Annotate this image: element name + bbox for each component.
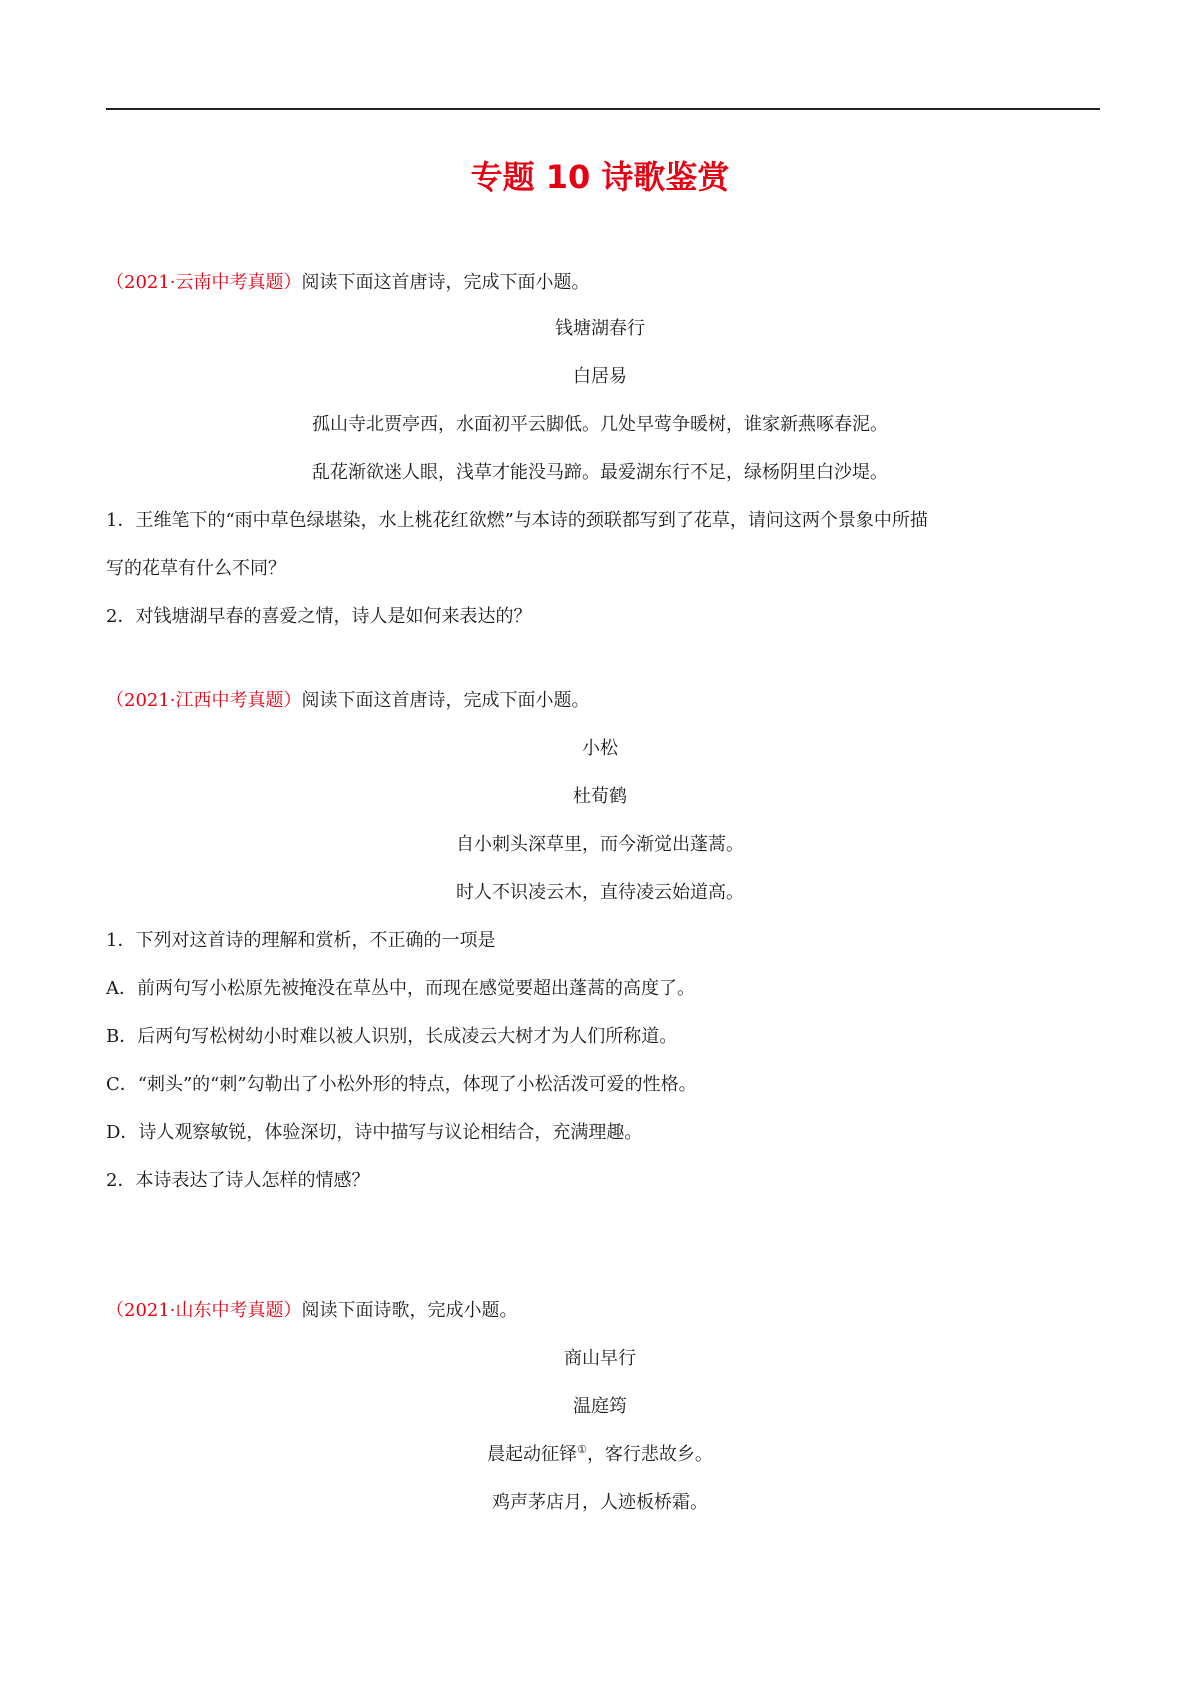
option-b: B．后两句写松树幼小时难以被人识别，长成凌云大树才为人们所称道。 bbox=[106, 1026, 678, 1047]
section-1-intro bbox=[106, 270, 1100, 296]
poem-line: 自小刺头深草里，而今渐觉出蓬蒿。 bbox=[456, 834, 744, 855]
source-label: （2021·云南中考真题） bbox=[106, 272, 302, 293]
source-label: （2021·江西中考真题） bbox=[106, 690, 302, 711]
poem-line: 时人不识凌云木，直待凌云始道高。 bbox=[456, 882, 744, 903]
poem-title: 钱塘湖春行 bbox=[555, 318, 645, 339]
poem-line-part: ，客行悲故乡。 bbox=[586, 1444, 713, 1465]
option-d: D．诗人观察敏锐，体验深切，诗中描写与议论相结合，充满理趣。 bbox=[106, 1122, 643, 1143]
source-label: （2021·山东中考真题） bbox=[106, 1300, 302, 1321]
poem-title: 小松 bbox=[582, 738, 618, 759]
poem-author: 白居易 bbox=[573, 366, 627, 387]
option-a: A．前两句写小松原先被掩没在草丛中，而现在感觉要超出蓬蒿的高度了。 bbox=[106, 978, 695, 999]
question-line: 2．本诗表达了诗人怎样的情感？ bbox=[106, 1170, 370, 1191]
poem-author: 杜荀鹤 bbox=[573, 786, 627, 807]
poem-title: 商山早行 bbox=[564, 1348, 636, 1369]
footnote-marker: ① bbox=[577, 1443, 587, 1456]
option-c: C．“刺头”的“刺”勾勒出了小松外形的特点，体现了小松活泼可爱的性格。 bbox=[106, 1074, 697, 1095]
poem-author: 温庭筠 bbox=[573, 1396, 627, 1417]
page-title: 专题 10 诗歌鉴赏 bbox=[470, 158, 730, 196]
question-line: 1．下列对这首诗的理解和赏析，不正确的一项是 bbox=[106, 930, 496, 951]
question-line: 1．王维笔下的“雨中草色绿堪染，水上桃花红欲燃”与本诗的颈联都写到了花草，请问这两个景象中所描 bbox=[106, 510, 928, 531]
poem-line bbox=[0, 1442, 1200, 1468]
question-line: 写的花草有什么不同？ bbox=[106, 558, 286, 579]
intro-text: 阅读下面这首唐诗，完成下面小题。 bbox=[301, 272, 590, 293]
question-line: 2．对钱塘湖早春的喜爱之情，诗人是如何来表达的？ bbox=[106, 606, 532, 627]
poem-line: 孤山寺北贾亭西，水面初平云脚低。几处早莺争暖树，谁家新燕啄春泥。 bbox=[312, 414, 888, 435]
intro-text: 阅读下面这首唐诗，完成下面小题。 bbox=[301, 690, 590, 711]
header-rule bbox=[106, 108, 1100, 110]
poem-line-part: 晨起动征铎 bbox=[487, 1444, 578, 1465]
section-2-intro bbox=[106, 688, 1100, 714]
poem-line: 鸡声茅店月，人迹板桥霜。 bbox=[492, 1492, 708, 1513]
poem-line: 乱花渐欲迷人眼，浅草才能没马蹄。最爱湖东行不足，绿杨阴里白沙堤。 bbox=[312, 462, 888, 483]
section-3-intro bbox=[106, 1298, 1100, 1324]
intro-text: 阅读下面诗歌，完成小题。 bbox=[301, 1300, 518, 1321]
